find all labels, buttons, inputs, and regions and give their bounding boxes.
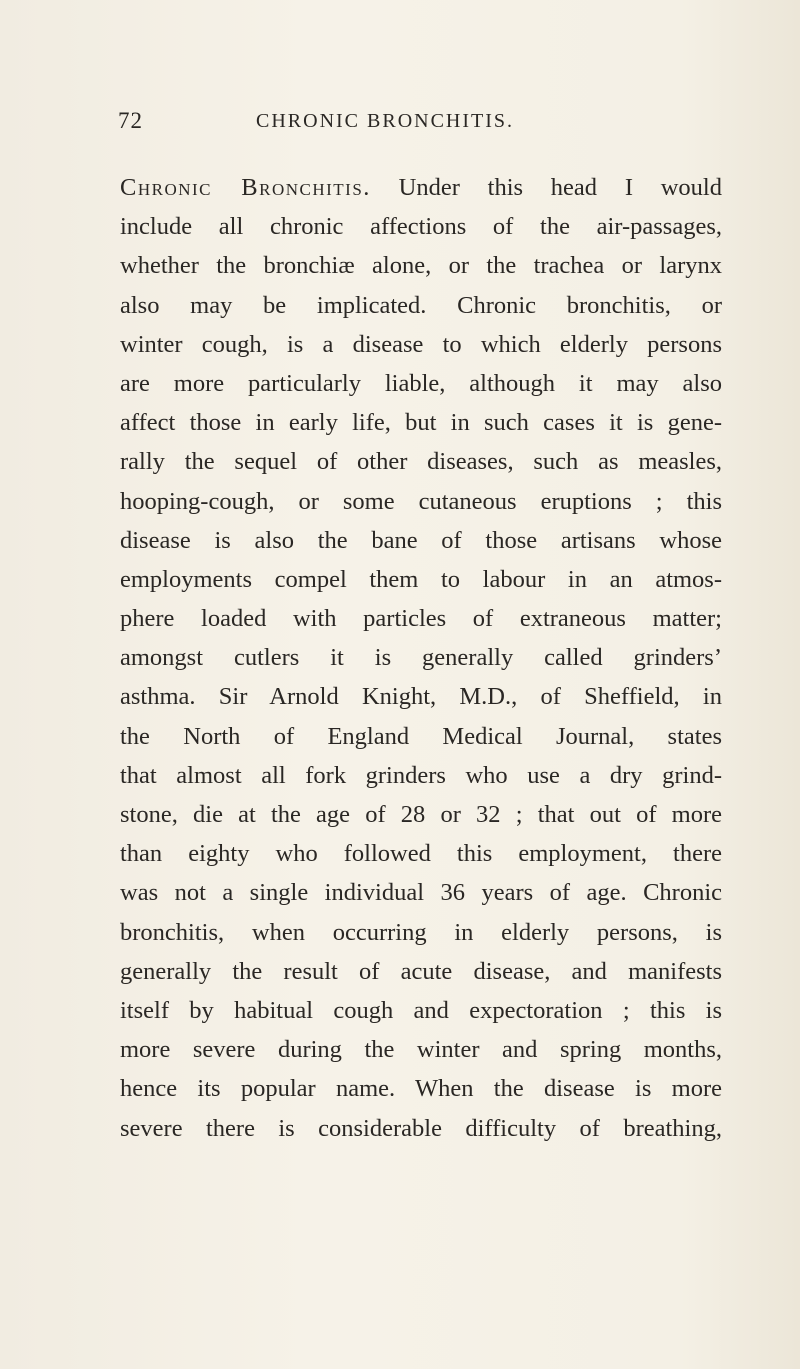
text-line: the North of England Medical Journal, states [120, 722, 722, 750]
first-line-text: Under this head I would [398, 174, 722, 201]
text-line: hence its popular name. When the disease is more [120, 1075, 722, 1103]
page-number: 72 [118, 108, 143, 133]
text-line: generally the result of acute disease, and manifests [120, 957, 722, 985]
text-line: are more particularly liable, although it may also [120, 369, 722, 397]
text-line [120, 168, 722, 207]
text-line: was not a single individual 36 years of age. Chronic [120, 879, 722, 907]
text-line: rally the sequel of other diseases, such as measles, [120, 448, 722, 476]
text-line: winter cough, is a disease to which elderly persons [120, 330, 722, 358]
text-line: than eighty who followed this employment, there [120, 840, 722, 868]
running-title: CHRONIC BRONCHITIS. [256, 110, 515, 132]
text-line: affect those in early life, but in such cases it is gene- [120, 409, 722, 437]
text-line: hooping-cough, or some cutaneous eruptions ; this [120, 487, 722, 515]
body-text [120, 168, 722, 1148]
text-line: that almost all fork grinders who use a dry grind- [120, 761, 722, 789]
text-line: also may be implicated. Chronic bronchitis, or [120, 291, 722, 319]
text-line: amongst cutlers it is generally called grinders’ [120, 644, 722, 672]
text-line: itself by habitual cough and expectoration ; this is [120, 996, 722, 1024]
text-line: include all chronic affections of the air-passages, [120, 213, 722, 241]
section-heading: Chronic Bronchitis. [120, 174, 371, 201]
text-line: more severe during the winter and spring months, [120, 1036, 722, 1064]
text-line: stone, die at the age of 28 or 32 ; that out of more [120, 801, 722, 828]
text-line: bronchitis, when occurring in elderly persons, is [120, 918, 722, 946]
text-line: severe there is considerable difficulty of breathing, [120, 1114, 722, 1142]
text-line: asthma. Sir Arnold Knight, M.D., of Sheffield, in [120, 683, 722, 711]
running-head [118, 108, 722, 140]
text-line: whether the bronchiæ alone, or the trachea or larynx [120, 252, 722, 280]
text-line: employments compel them to labour in an atmos- [120, 565, 722, 593]
text-line: disease is also the bane of those artisans whose [120, 526, 722, 554]
text-line: phere loaded with particles of extraneous matter; [120, 605, 722, 633]
